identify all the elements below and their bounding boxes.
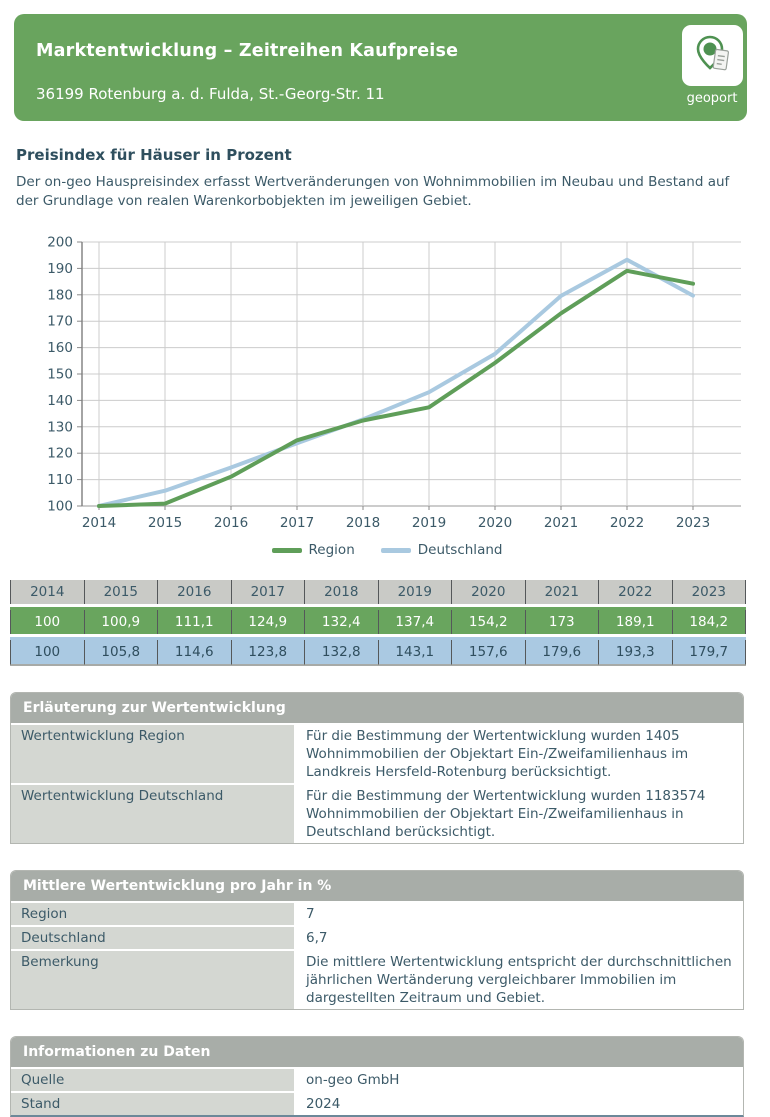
info-section-1 — [10, 870, 744, 1010]
deutschland-values-row-cell: 179,6 — [526, 640, 600, 665]
svg-text:2015: 2015 — [147, 515, 183, 530]
year-header-row-cell: 2014 — [10, 580, 85, 604]
svg-text:2018: 2018 — [345, 515, 381, 530]
year-header-row-cell: 2022 — [599, 580, 673, 604]
year-header-row-cell: 2023 — [673, 580, 747, 604]
series-line-region — [99, 271, 693, 506]
info-section-0 — [10, 692, 744, 844]
svg-text:2023: 2023 — [675, 515, 711, 530]
section-row — [11, 927, 743, 949]
year-header-row-cell: 2020 — [452, 580, 526, 604]
region-values-row-cell: 137,4 — [379, 610, 453, 634]
svg-text:100: 100 — [47, 498, 73, 515]
year-header-row-cell: 2017 — [232, 580, 306, 604]
svg-text:120: 120 — [47, 445, 73, 462]
deutschland-values-row-cell: 100 — [10, 640, 85, 665]
legend-swatch — [272, 548, 302, 553]
legend-swatch — [381, 548, 411, 553]
region-values-row-cell: 100 — [10, 610, 85, 634]
section-row — [11, 725, 743, 783]
region-values-row-cell: 132,4 — [305, 610, 379, 634]
info-section-2 — [10, 1036, 744, 1117]
price-index-chart — [4, 234, 770, 558]
intro-paragraph: Der on-geo Hauspreisindex erfasst Wertveränderungen von Wohnimmobilien im Neubau und Bestand auf der Grundlage von realen Warenkorbobjekten im jeweiligen Gebiet. — [16, 174, 730, 209]
region-values-row — [10, 607, 746, 634]
region-values-row-cell: 173 — [526, 610, 600, 634]
svg-text:2020: 2020 — [477, 515, 513, 530]
svg-text:110: 110 — [47, 472, 73, 489]
year-header-row-cell: 2016 — [158, 580, 232, 604]
section-row-value: 7 — [296, 903, 743, 925]
geoport-logo — [680, 25, 744, 106]
chart-legend — [4, 542, 770, 558]
deutschland-values-row-cell: 179,7 — [673, 640, 747, 665]
svg-text:200: 200 — [47, 234, 73, 251]
section-row-value: 2024 — [296, 1093, 743, 1115]
year-header-row — [10, 580, 746, 604]
section-row-value: Die mittlere Wertentwicklung entspricht der durchschnittlichen jährlichen Wertänderung vergleichbarer Immobilien im dargestellten Zeitraum und Gebiet. — [296, 951, 743, 1009]
svg-text:140: 140 — [47, 392, 73, 409]
deutschland-values-row-cell: 143,1 — [379, 640, 453, 665]
svg-text:2019: 2019 — [411, 515, 447, 530]
region-values-row-cell: 111,1 — [158, 610, 232, 634]
address-subtitle: 36199 Rotenburg a. d. Fulda, St.-Georg-Str. 11 — [36, 85, 385, 103]
region-values-row-cell: 100,9 — [85, 610, 159, 634]
deutschland-values-row-cell: 132,8 — [305, 640, 379, 665]
section-row — [11, 1069, 743, 1091]
section-row-value: Für die Bestimmung der Wertentwicklung wurden 1183574 Wohnimmobilien der Objektart Ein-/Zweifamilienhaus in Deutschland berücksichtigt. — [296, 785, 743, 843]
deutschland-values-row-cell: 193,3 — [599, 640, 673, 665]
svg-text:180: 180 — [47, 287, 73, 304]
section-title: Mittlere Wertentwicklung pro Jahr in % — [11, 871, 743, 901]
region-values-row-cell: 184,2 — [673, 610, 747, 634]
section-row — [11, 1093, 743, 1115]
geoport-logo-card — [682, 25, 743, 86]
page-title: Marktentwicklung – Zeitreihen Kaufpreise — [36, 41, 459, 61]
legend-item-deutschland — [381, 542, 503, 558]
svg-text:130: 130 — [47, 419, 73, 436]
section-row-label: Quelle — [11, 1069, 294, 1091]
year-header-row-cell: 2019 — [379, 580, 453, 604]
section-row-value: on-geo GmbH — [296, 1069, 743, 1091]
report-header — [14, 14, 747, 121]
svg-text:2021: 2021 — [543, 515, 579, 530]
svg-text:2014: 2014 — [81, 515, 117, 530]
section-heading-price-index: Preisindex für Häuser in Prozent — [16, 146, 292, 164]
price-index-table — [10, 580, 746, 666]
section-row-value: Für die Bestimmung der Wertentwicklung wurden 1405 Wohnimmobilien der Objektart Ein-/Zweifamilienhaus im Landkreis Hersfeld-Rotenburg berücksichtigt. — [296, 725, 743, 783]
svg-text:170: 170 — [47, 313, 73, 330]
section-row — [11, 951, 743, 1009]
svg-text:2016: 2016 — [213, 515, 249, 530]
section-row — [11, 785, 743, 843]
svg-text:2022: 2022 — [609, 515, 645, 530]
section-row-label: Wertentwicklung Region — [11, 725, 294, 783]
deutschland-values-row-cell: 114,6 — [158, 640, 232, 665]
svg-text:150: 150 — [47, 366, 73, 383]
info-sections — [0, 692, 770, 1117]
region-values-row-cell: 154,2 — [452, 610, 526, 634]
section-row-label: Wertentwicklung Deutschland — [11, 785, 294, 843]
price-index-chart-svg — [4, 234, 750, 530]
map-pin-document-icon — [689, 33, 735, 79]
legend-item-region — [272, 542, 355, 558]
legend-label: Region — [308, 542, 355, 558]
series-line-deutschland — [99, 260, 693, 506]
deutschland-values-row-cell: 105,8 — [85, 640, 159, 665]
deutschland-values-row-cell: 123,8 — [232, 640, 306, 665]
geoport-logo-label: geoport — [686, 91, 738, 106]
section-row-label: Stand — [11, 1093, 294, 1115]
svg-text:2017: 2017 — [279, 515, 315, 530]
section-row-label: Deutschland — [11, 927, 294, 949]
section-title: Erläuterung zur Wertentwicklung — [11, 693, 743, 723]
legend-label: Deutschland — [417, 542, 503, 558]
year-header-row-cell: 2018 — [305, 580, 379, 604]
section-row-label: Region — [11, 903, 294, 925]
region-values-row-cell: 189,1 — [599, 610, 673, 634]
deutschland-values-row-cell: 157,6 — [452, 640, 526, 665]
section-title: Informationen zu Daten — [11, 1037, 743, 1067]
year-header-row-cell: 2021 — [526, 580, 600, 604]
svg-text:160: 160 — [47, 340, 73, 357]
region-values-row-cell: 124,9 — [232, 610, 306, 634]
svg-text:190: 190 — [47, 260, 73, 277]
section-row-label: Bemerkung — [11, 951, 294, 1009]
deutschland-values-row — [10, 637, 746, 666]
year-header-row-cell: 2015 — [85, 580, 159, 604]
section-row-value: 6,7 — [296, 927, 743, 949]
section-row — [11, 903, 743, 925]
